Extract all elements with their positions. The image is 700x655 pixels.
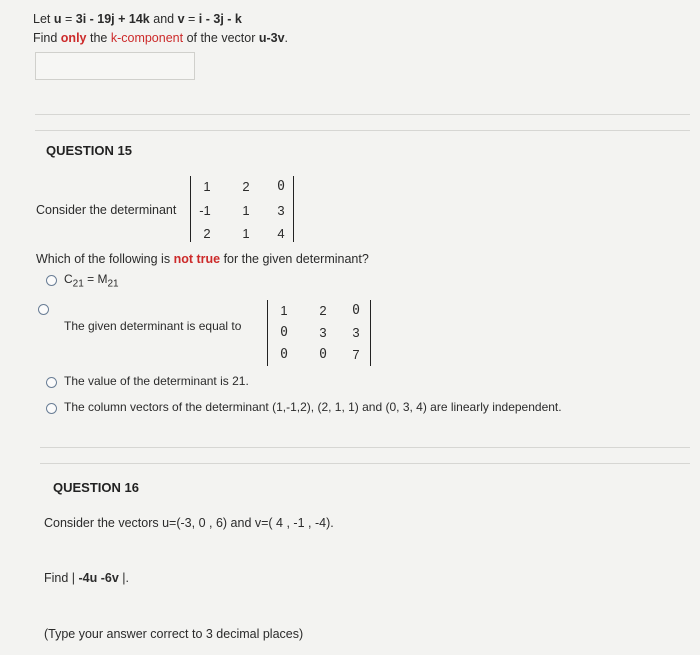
text: for the given determinant?: [220, 252, 369, 266]
divider: [35, 130, 690, 131]
cell: 0: [280, 347, 288, 362]
expr: -4u -6v: [78, 571, 119, 585]
cell: 1: [242, 203, 250, 218]
q15-consider: Consider the determinant: [36, 203, 177, 217]
text: =: [61, 12, 76, 26]
text: |.: [118, 571, 130, 585]
cell: 7: [352, 347, 360, 362]
cell: 3: [352, 325, 360, 340]
text: Let: [33, 12, 54, 26]
option-b-determinant: [267, 300, 371, 366]
cell: 1: [203, 179, 211, 194]
cell: 3: [277, 203, 285, 218]
text: =: [184, 12, 199, 26]
cell: 1: [280, 303, 288, 318]
q16-consider: Consider the vectors u=(-3, 0 , 6) and v=( 4 , -1 , -4).: [44, 516, 334, 530]
text: Which of the following is: [36, 252, 174, 266]
q16-title: QUESTION 16: [53, 480, 139, 495]
cell: 2: [242, 179, 250, 194]
option-b-label: The given determinant is equal to: [64, 319, 242, 333]
q14-line1: [33, 12, 242, 26]
radio-option-c[interactable]: [46, 377, 57, 388]
var-v: v: [177, 12, 185, 26]
q15-determinant: [190, 176, 294, 242]
text: of the vector: [183, 31, 259, 45]
radio-option-a[interactable]: [46, 275, 57, 286]
divider: [40, 463, 690, 464]
v-value: i - 3j - k: [198, 12, 242, 26]
subscript: 21: [107, 278, 119, 290]
cell: 2: [203, 226, 211, 241]
radio-option-d[interactable]: [46, 403, 57, 414]
text: the: [86, 31, 111, 45]
option-a-label: [64, 272, 119, 289]
cell: 1: [242, 226, 250, 241]
q14-answer-input[interactable]: [35, 52, 195, 80]
text: M: [97, 272, 108, 286]
text: C: [64, 272, 73, 286]
cell: 2: [319, 303, 327, 318]
text: .: [284, 31, 289, 45]
emphasis-not-true: not true: [173, 252, 221, 266]
q14-line2: [33, 31, 288, 45]
text: Find |: [44, 571, 79, 585]
divider: [35, 114, 690, 115]
cell: 0: [319, 347, 327, 362]
text: Find: [33, 31, 61, 45]
q15-title: QUESTION 15: [46, 143, 132, 158]
emphasis-only: only: [60, 31, 87, 45]
q15-question: [36, 252, 369, 266]
cell: 4: [277, 226, 285, 241]
cell: -1: [199, 203, 211, 218]
divider: [40, 447, 690, 448]
text: =: [83, 272, 98, 286]
option-d-label: The column vectors of the determinant (1,-1,2), (2, 1, 1) and (0, 3, 4) are linearly independent.: [64, 400, 562, 414]
q16-note: (Type your answer correct to 3 decimal places): [44, 627, 304, 641]
radio-option-b[interactable]: [38, 304, 49, 315]
cell: 3: [319, 325, 327, 340]
option-c-label: The value of the determinant is 21.: [64, 374, 249, 388]
q16-find: [44, 571, 129, 585]
emphasis-k-component: k-component: [110, 31, 184, 45]
subscript: 21: [72, 278, 84, 290]
cell: 0: [352, 303, 360, 318]
cell: 0: [277, 179, 285, 194]
cell: 0: [280, 325, 288, 340]
vector-expr: u-3v: [258, 31, 285, 45]
var-u: u: [53, 12, 62, 26]
u-value: 3i - 19j + 14k: [75, 12, 150, 26]
text: and: [149, 12, 178, 26]
